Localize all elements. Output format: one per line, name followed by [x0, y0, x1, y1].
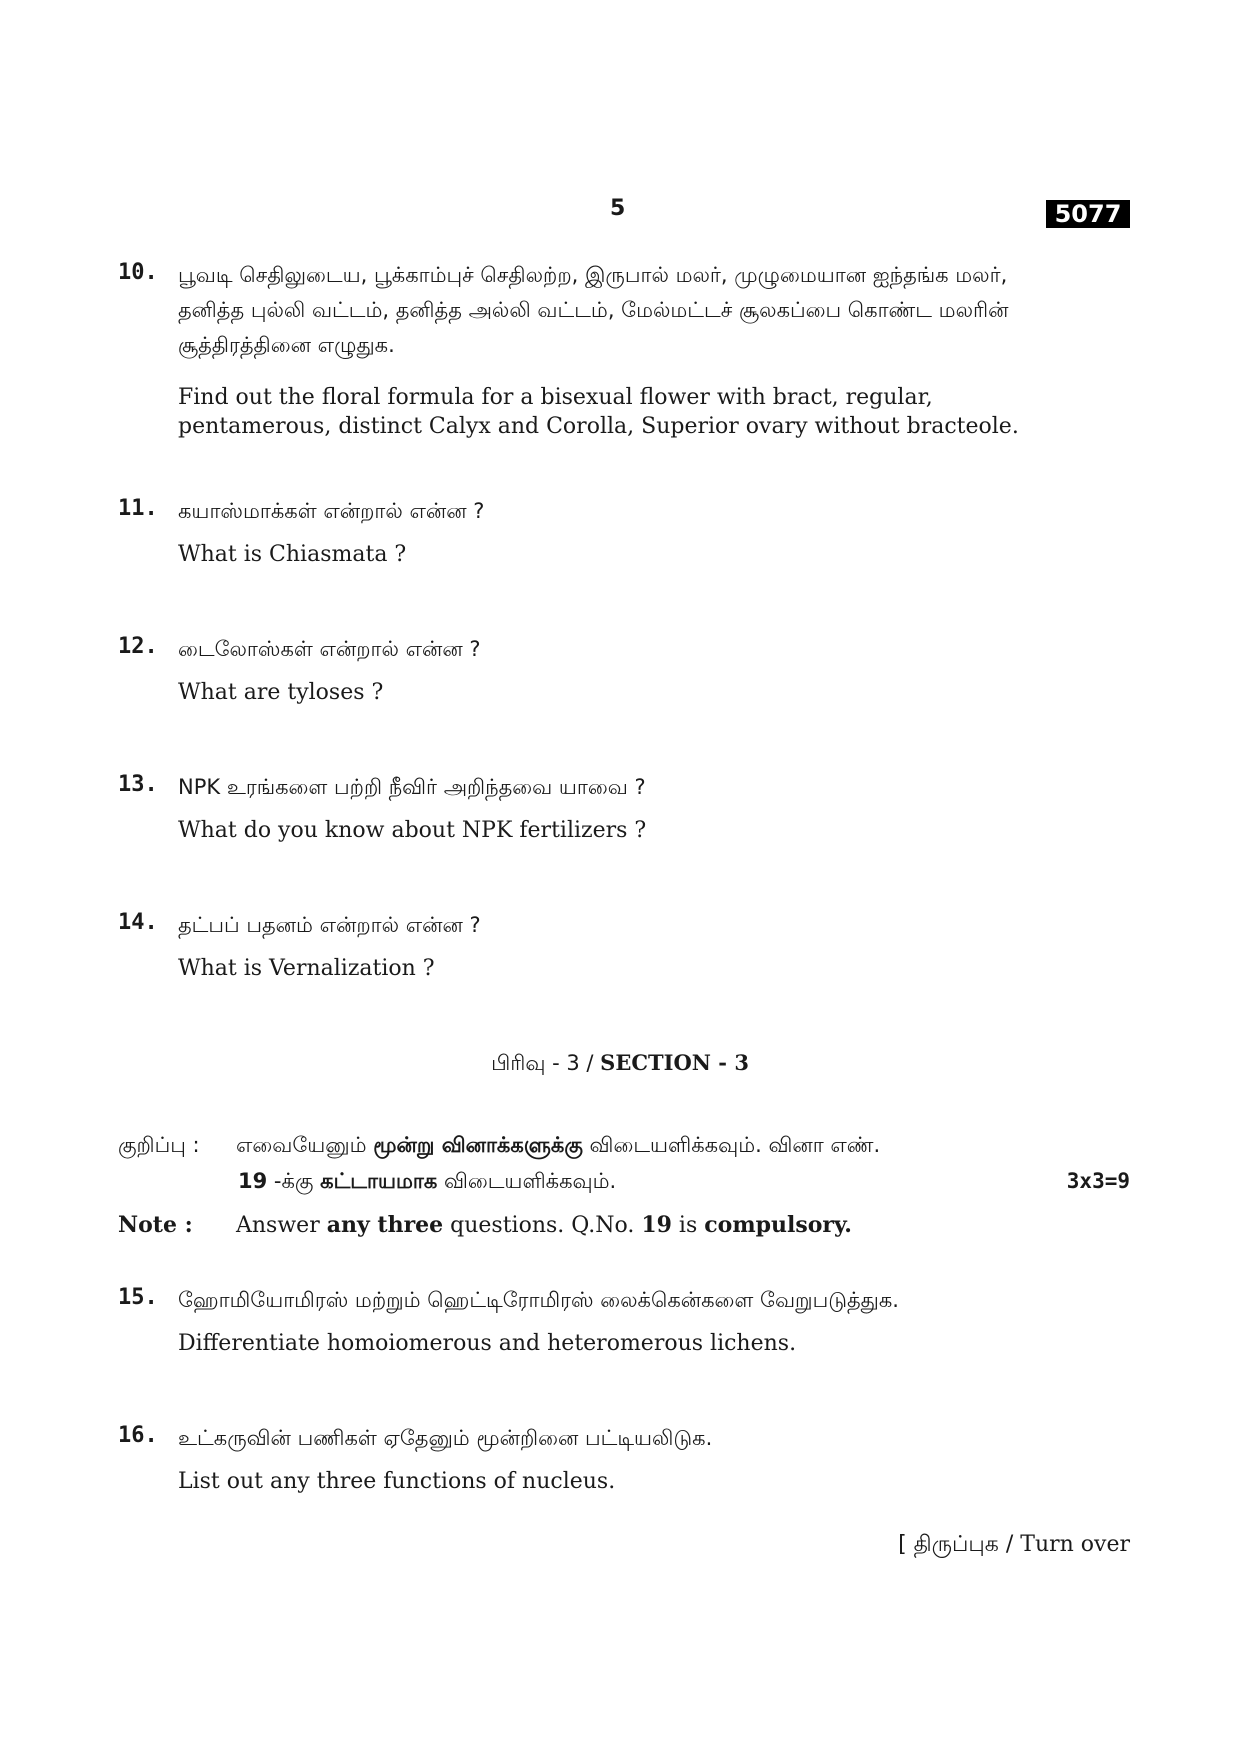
question-number: 11. — [118, 496, 158, 521]
question-number: 16. — [118, 1423, 158, 1448]
note-english-text — [236, 1210, 1130, 1241]
question-14 — [118, 908, 1078, 983]
question-number: 14. — [118, 910, 158, 935]
question-english: List out any three functions of nucleus. — [178, 1469, 616, 1494]
note-text: is — [671, 1213, 705, 1238]
note-tamil-line-1 — [236, 1127, 1130, 1163]
note-emphasis: கட்டாயமாக — [320, 1169, 438, 1193]
note-text: -க்கு — [267, 1169, 321, 1193]
note-text: questions. Q.No. — [443, 1213, 642, 1238]
note-english-label: Note : — [118, 1212, 193, 1238]
question-number: 10. — [118, 260, 158, 285]
section-heading — [0, 1050, 1240, 1078]
question-english: What do you know about NPK fertilizers ? — [178, 818, 647, 843]
question-12 — [118, 632, 1078, 707]
question-english: What are tyloses ? — [178, 680, 384, 705]
question-11 — [118, 494, 1078, 569]
note-tamil — [118, 1127, 1130, 1199]
turn-over-tamil: [ திருப்புக / — [898, 1532, 1021, 1557]
question-english: Differentiate homoiomerous and heteromerous lichens. — [178, 1331, 797, 1356]
question-number: 12. — [118, 634, 158, 659]
note-text: விடையளிக்கவும். — [437, 1169, 617, 1193]
note-tamil-line-2 — [238, 1163, 1130, 1199]
question-tamil: NPK உரங்களை பற்றி நீவிர் அறிந்தவை யாவை ? — [178, 775, 646, 799]
note-emphasis: any three — [326, 1212, 444, 1238]
question-10 — [118, 258, 1078, 441]
question-tamil: உட்கருவின் பணிகள் ஏதேனும் மூன்றினை பட்டியலிடுக. — [178, 1426, 713, 1450]
question-english: What is Chiasmata ? — [178, 542, 407, 567]
section-heading-tamil: பிரிவு - 3 / — [491, 1051, 601, 1075]
note-text: எவையேனும் — [236, 1133, 374, 1157]
note-english — [118, 1210, 1130, 1241]
question-tamil: டைலோஸ்கள் என்றால் என்ன ? — [178, 637, 481, 661]
question-13 — [118, 770, 1078, 845]
question-number: 15. — [118, 1285, 158, 1310]
question-tamil: கயாஸ்மாக்கள் என்றால் என்ன ? — [178, 499, 485, 523]
question-english: Find out the floral formula for a bisexual flower with bract, regular, pentamerous, distinct Calyx and Corolla, Superior ovary without bracteole. — [178, 385, 1019, 439]
turn-over-footer — [898, 1532, 1130, 1560]
question-15 — [118, 1283, 1078, 1358]
note-emphasis: மூன்று வினாக்களுக்கு — [373, 1133, 583, 1157]
question-tamil: பூவடி செதிலுடைய, பூக்காம்புச் செதிலற்ற, இருபால் மலர், முழுமையான ஐந்தங்க மலர், தனித்த புல்லி வட்டம், தனித்த அல்லி வட்டம், மேல்மட்டச் சூலகப்பை கொண்ட மலரின் சூத்திரத்தினை எழுதுக. — [178, 263, 1009, 357]
note-emphasis: compulsory. — [704, 1212, 852, 1238]
note-text: Answer — [236, 1213, 327, 1238]
paper-code-badge: 5077 — [1046, 200, 1130, 228]
note-text: விடையளிக்கவும். வினா எண். — [582, 1133, 881, 1157]
question-16 — [118, 1421, 1078, 1496]
question-tamil: தட்பப் பதனம் என்றால் என்ன ? — [178, 913, 481, 937]
section-heading-english: SECTION - 3 — [600, 1050, 749, 1075]
page-number: 5 — [610, 196, 626, 221]
note-question-number: 19 — [641, 1212, 672, 1238]
question-number: 13. — [118, 772, 158, 797]
turn-over-english: Turn over — [1020, 1532, 1130, 1557]
question-english: What is Vernalization ? — [178, 956, 435, 981]
question-tamil: ஹோமியோமிரஸ் மற்றும் ஹெட்டிரோமிரஸ் லைக்கென்களை வேறுபடுத்துக. — [178, 1288, 899, 1312]
note-tamil-label: குறிப்பு : — [118, 1133, 200, 1157]
marks-allocation: 3x3=9 — [1066, 1169, 1130, 1193]
note-question-number: 19 — [238, 1169, 268, 1193]
